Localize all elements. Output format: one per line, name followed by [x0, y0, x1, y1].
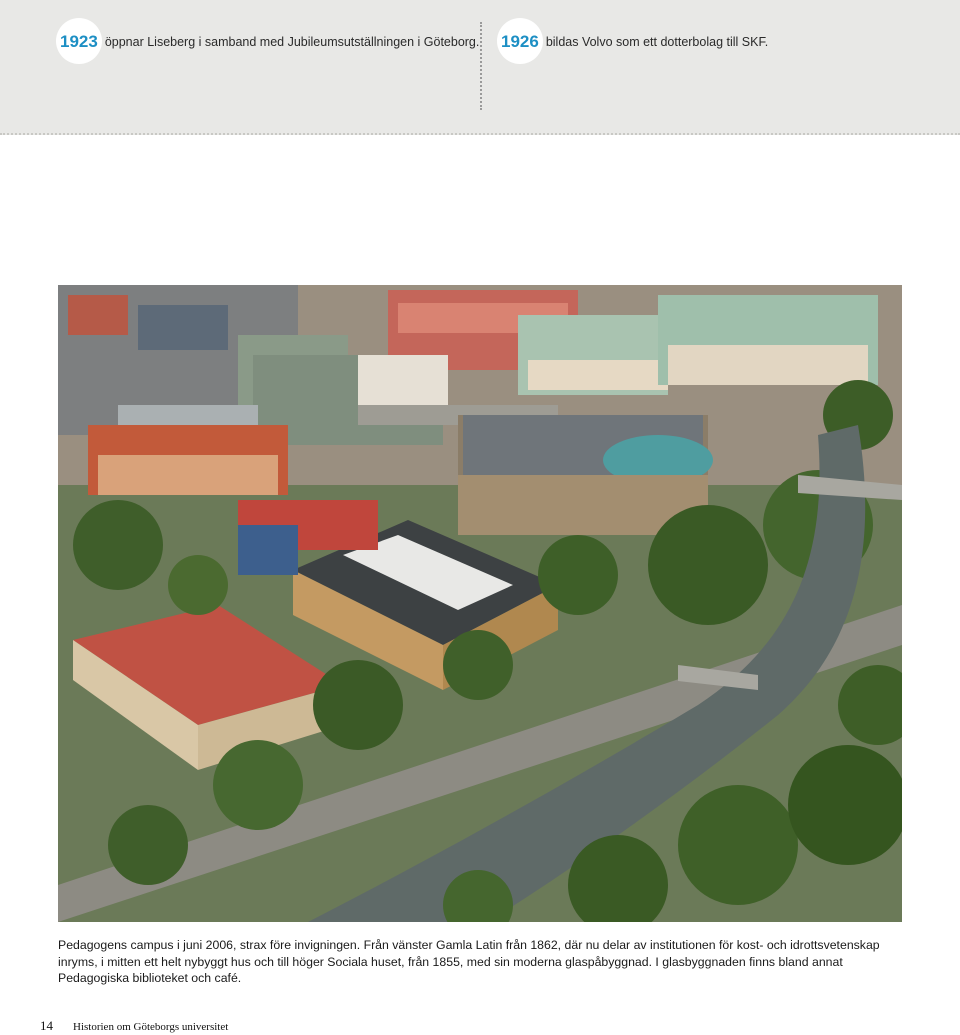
page-number: 14 [40, 1018, 53, 1033]
timeline-text: öppnar Liseberg i samband med Jubileumsutställningen i Göteborg. [104, 35, 480, 49]
timeline-entry-1923 [56, 18, 479, 66]
running-title: Historien om Göteborgs universitet [73, 1021, 229, 1033]
timeline-year: 1926 [501, 32, 539, 51]
aerial-photo-illustration [58, 285, 902, 922]
timeline-divider [480, 22, 482, 110]
page-footer [40, 1018, 228, 1034]
timeline-band [0, 0, 960, 135]
timeline-entry-1926 [497, 18, 768, 66]
timeline-text: bildas Volvo som ett dotterbolag till SKF. [545, 35, 769, 49]
photo-caption: Pedagogens campus i juni 2006, strax före invigningen. Från vänster Gamla Latin från 1862, där nu delar av institutionen för kost- och idrottsvetenskap inryms, i mitten ett helt nybyggt hus och till höger Sociala huset, från 1855, med sin moderna glaspåbyggnad. I glasbyggnaden finns bland annat Pedagogiska biblioteket och café. [58, 938, 880, 985]
aerial-campus-photo [58, 285, 902, 922]
timeline-year: 1923 [60, 32, 98, 51]
